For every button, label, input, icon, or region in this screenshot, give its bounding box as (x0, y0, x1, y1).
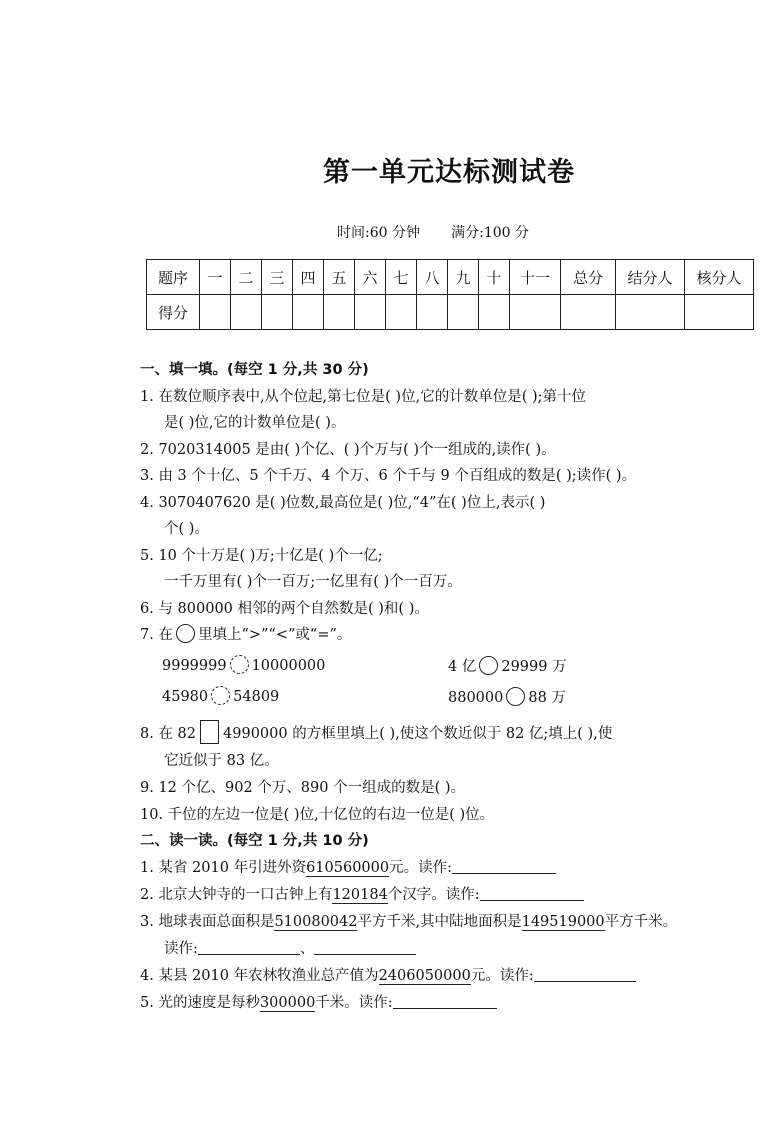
compare-right: 29999 万 (501, 659, 567, 675)
q-text: 元。读作: (470, 968, 534, 984)
q7-suffix: 里填上“>”“<”或“=”。 (197, 627, 352, 643)
q-text: 4. 某县 2010 年农林牧渔业总产值为 (140, 968, 379, 984)
underlined-number: 610560000 (306, 860, 390, 876)
answer-blank[interactable] (452, 859, 556, 874)
q-text: 千米。读作: (315, 995, 393, 1011)
q8-prefix: 8. 在 82 (140, 726, 197, 742)
digit-box-input[interactable] (200, 720, 219, 744)
header-cell: 三 (262, 260, 293, 295)
question-7 (140, 623, 351, 644)
compare-left: 880000 (448, 690, 504, 706)
score-cell[interactable] (479, 295, 510, 330)
compare-circle-input[interactable] (230, 655, 249, 674)
score-cell[interactable] (200, 295, 231, 330)
compare-right: 10000000 (251, 658, 326, 674)
header-cell: 四 (293, 260, 324, 295)
header-cell: 二 (231, 260, 262, 295)
q8-suffix: 4990000 的方框里填上( ),使这个数近似于 82 亿;填上( ),使 (223, 726, 613, 742)
header-cell: 核分人 (685, 260, 754, 295)
header-cell: 题序 (147, 260, 200, 295)
score-header-row (147, 260, 754, 295)
section-2-heading: 二、读一读。(每空 1 分,共 10 分) (140, 833, 369, 849)
title-text: 第一单元达标测试卷 (323, 157, 575, 188)
exam-info: 时间:60 分钟 满分:100 分 (337, 225, 530, 241)
question-1-line-2: 是( )位,它的计数单位是( )。 (164, 415, 346, 431)
question-4-line-1: 4. 3070407620 是( )位数,最高位是( )位,“4”在( )位上,表示( ) (140, 495, 546, 511)
score-cell[interactable] (417, 295, 448, 330)
score-label-cell: 得分 (147, 295, 200, 330)
compare-circle-input[interactable] (211, 686, 230, 705)
header-cell: 六 (355, 260, 386, 295)
question-9: 9. 12 个亿、902 个万、890 个一组成的数是( )。 (140, 780, 465, 796)
score-cell[interactable] (293, 295, 324, 330)
question-8-line-2: 它近似于 83 亿。 (164, 753, 279, 769)
compare-right: 88 万 (528, 690, 566, 706)
question-2: 2. 7020314005 是由( )个亿、( )个万与( )个一组成的,读作( )。 (140, 442, 556, 458)
q-text: 读作: (164, 941, 198, 957)
question-5-line-1: 5. 10 个十万是( )万;十亿是( )个一亿; (140, 548, 383, 564)
question-4-line-2: 个( )。 (164, 521, 209, 537)
header-cell: 十 (479, 260, 510, 295)
compare-circle-input[interactable] (479, 656, 498, 675)
underlined-number: 510080042 (274, 914, 358, 930)
read-question-5 (140, 991, 497, 1012)
score-cell[interactable] (231, 295, 262, 330)
answer-blank[interactable] (393, 994, 497, 1009)
score-table (146, 259, 754, 330)
question-1-line-1: 1. 在数位顺序表中,从个位起,第七位是( )位,它的计数单位是( );第十位 (140, 389, 587, 405)
q-text: 3. 地球表面总面积是 (140, 914, 275, 930)
page-title (0, 150, 774, 189)
question-5-line-2: 一千万里有( )个一百万;一亿里有( )个一百万。 (164, 574, 462, 590)
score-cell[interactable] (262, 295, 293, 330)
score-cell[interactable] (510, 295, 561, 330)
header-cell: 总分 (561, 260, 616, 295)
compare-circle-icon (176, 624, 195, 643)
answer-blank[interactable] (314, 940, 416, 955)
header-cell: 七 (386, 260, 417, 295)
q7-prefix: 7. 在 (140, 627, 173, 643)
underlined-number: 120184 (332, 887, 388, 903)
score-cell[interactable] (324, 295, 355, 330)
question-10: 10. 千位的左边一位是( )位,十亿位的右边一位是( )位。 (140, 807, 495, 823)
q-text: 、 (299, 941, 315, 957)
underlined-number: 149519000 (521, 914, 605, 930)
q-text: 1. 某省 2010 年引进外资 (140, 860, 307, 876)
underlined-number: 300000 (259, 995, 316, 1011)
score-cell[interactable] (355, 295, 386, 330)
question-8-line-1 (140, 720, 612, 744)
answer-blank[interactable] (534, 967, 636, 982)
answer-blank[interactable] (198, 940, 300, 955)
compare-item-3 (162, 686, 279, 705)
header-cell: 五 (324, 260, 355, 295)
q-text: 平方千米。 (604, 914, 678, 930)
score-cell[interactable] (386, 295, 417, 330)
score-cell[interactable] (616, 295, 685, 330)
compare-left: 45980 (162, 689, 209, 705)
compare-item-1 (162, 655, 325, 674)
section-1-heading: 一、填一填。(每空 1 分,共 30 分) (140, 362, 369, 378)
read-question-4 (140, 964, 636, 985)
read-question-3-answer (164, 937, 416, 958)
score-cell[interactable] (685, 295, 754, 330)
header-cell: 八 (417, 260, 448, 295)
read-question-1 (140, 856, 556, 877)
compare-left: 4 亿 (448, 659, 477, 675)
read-question-2 (140, 883, 584, 904)
header-cell: 结分人 (616, 260, 685, 295)
compare-item-2 (448, 655, 567, 676)
score-cell[interactable] (448, 295, 479, 330)
q-text: 个汉字。读作: (387, 887, 480, 903)
q-text: 2. 北京大钟寺的一口古钟上有 (140, 887, 333, 903)
q-text: 元。读作: (389, 860, 452, 876)
underlined-number: 2406050000 (378, 968, 471, 984)
read-question-3 (140, 910, 677, 931)
q-text: 5. 光的速度是每秒 (140, 995, 260, 1011)
header-cell: 九 (448, 260, 479, 295)
compare-right: 54809 (233, 689, 280, 705)
q-text: 平方千米,其中陆地面积是 (357, 914, 522, 930)
question-6: 6. 与 800000 相邻的两个自然数是( )和( )。 (140, 601, 429, 617)
answer-blank[interactable] (480, 886, 584, 901)
question-3: 3. 由 3 个十亿、5 个千万、4 个万、6 个千与 9 个百组成的数是( );读作( )。 (140, 468, 637, 484)
compare-item-4 (448, 686, 566, 707)
score-row (147, 295, 754, 330)
header-cell: 一 (200, 260, 231, 295)
score-cell[interactable] (561, 295, 616, 330)
compare-left: 9999999 (162, 658, 227, 674)
compare-circle-input[interactable] (506, 687, 525, 706)
header-cell: 十一 (510, 260, 561, 295)
